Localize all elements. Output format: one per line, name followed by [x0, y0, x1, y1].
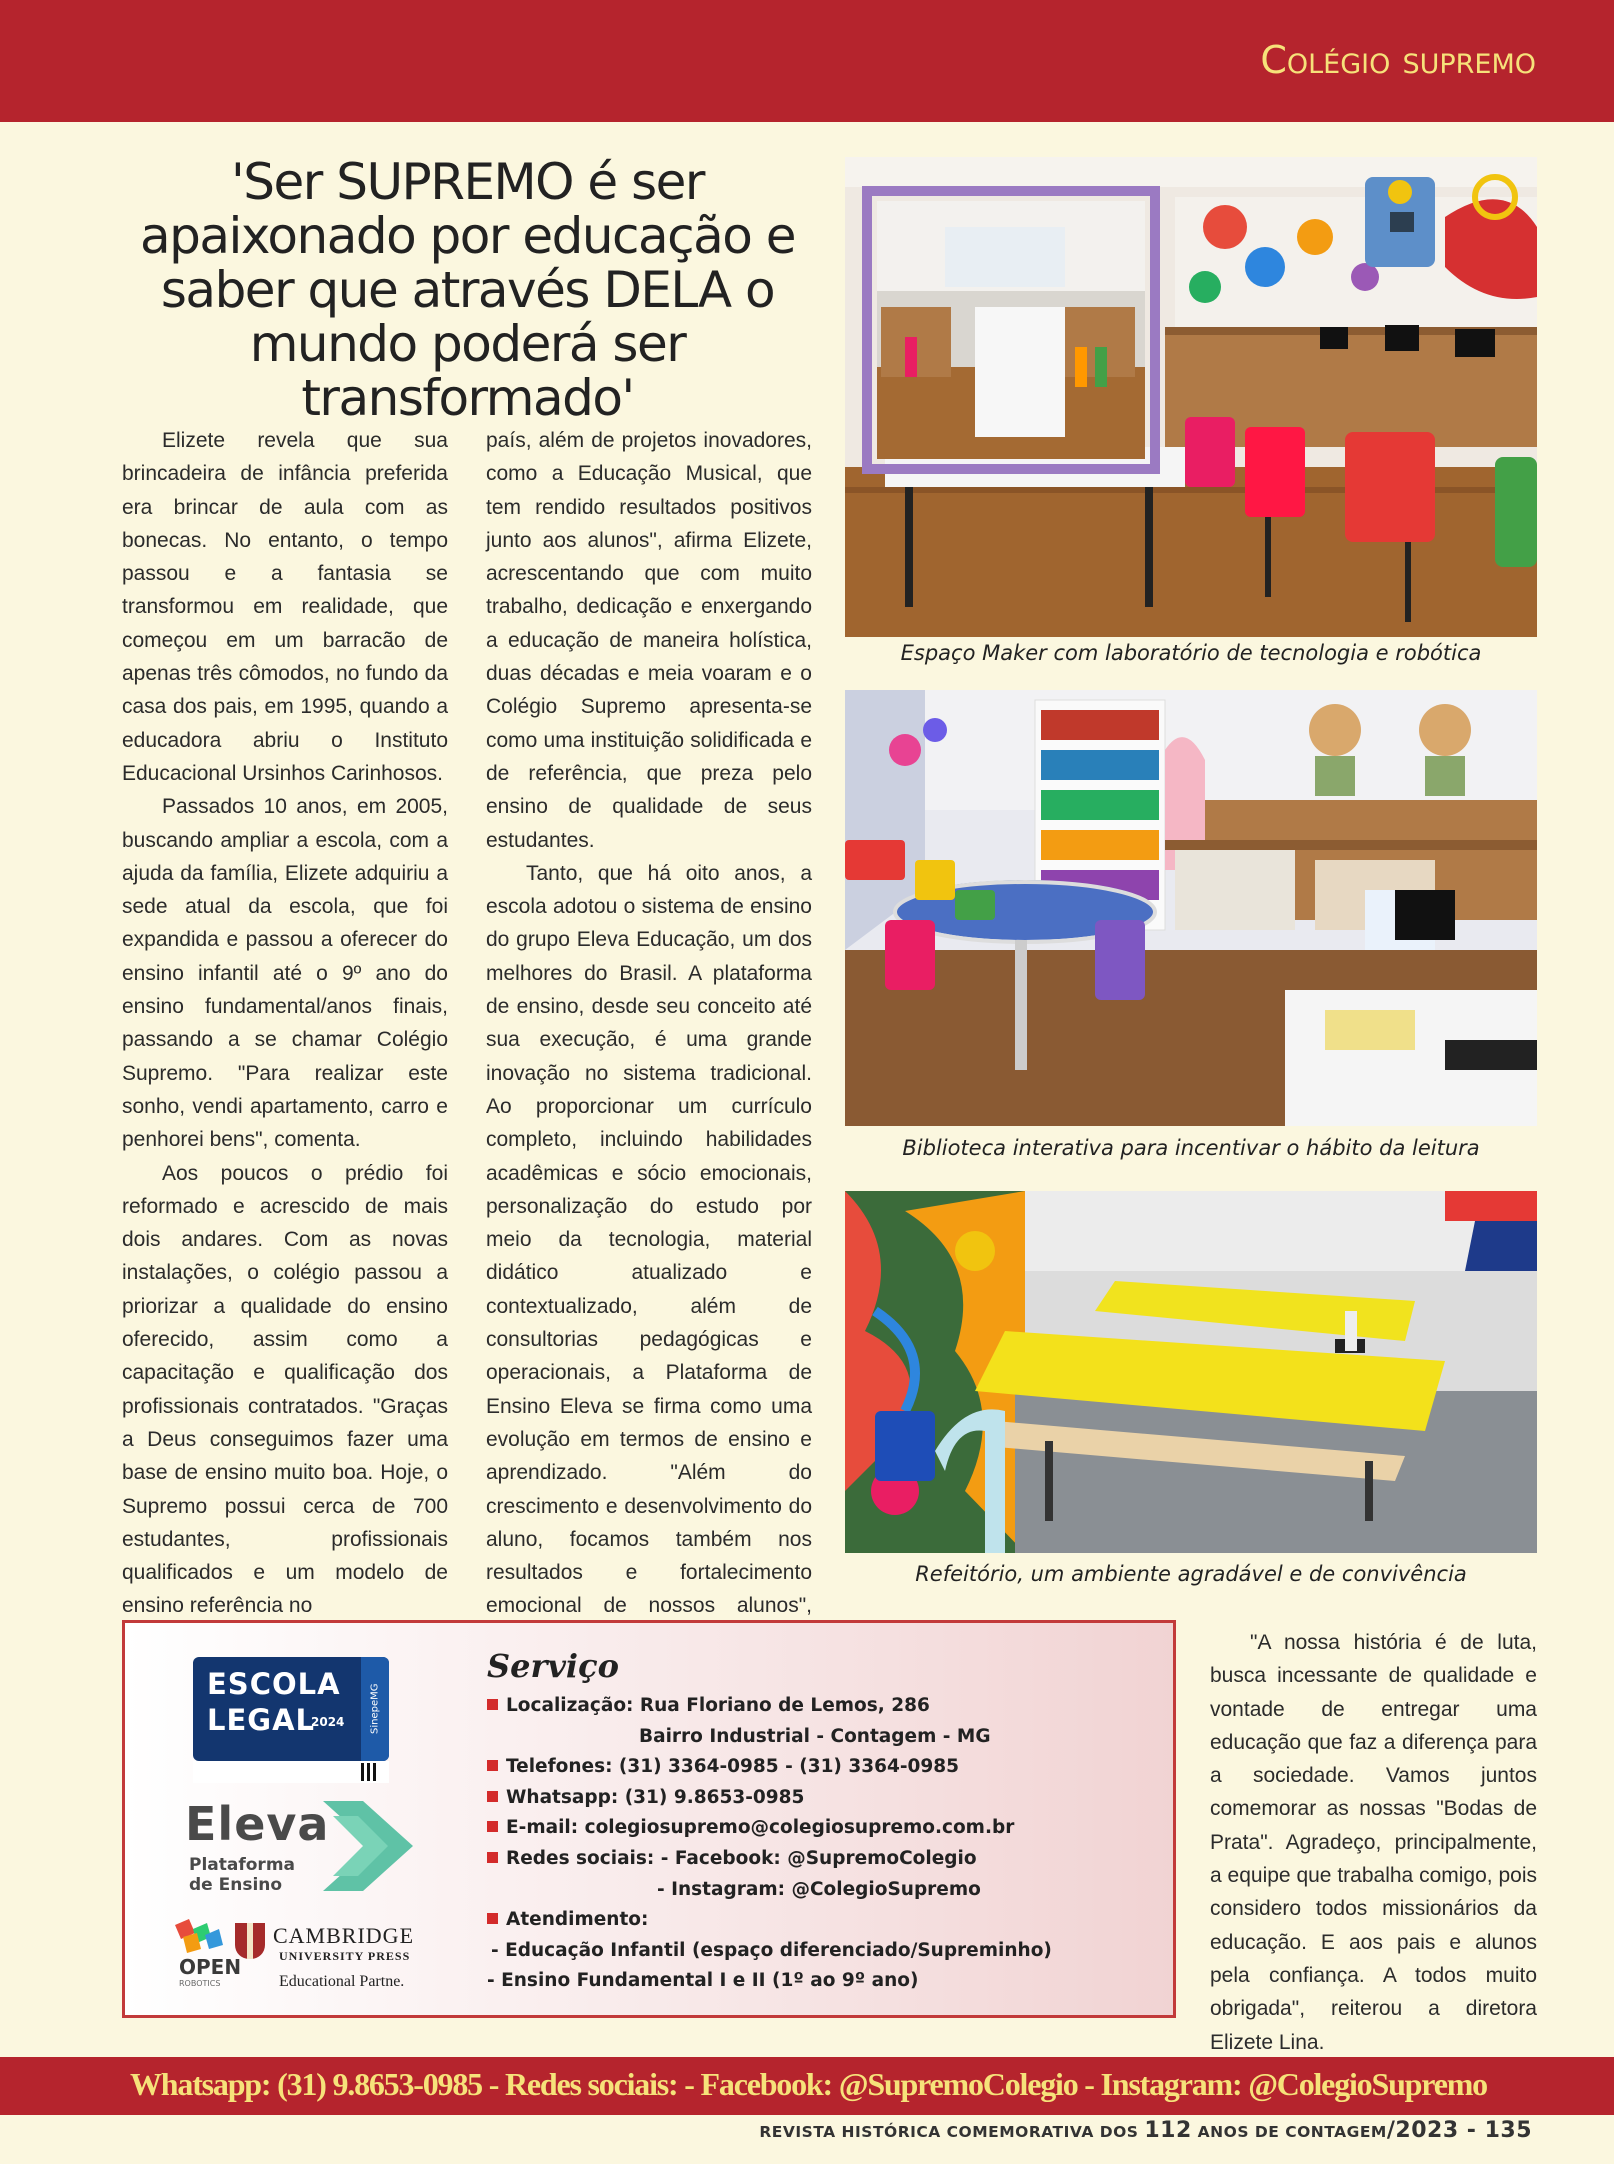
- list-item: - Instagram: @ColegioSupremo: [657, 1878, 981, 1900]
- eleva-arrow-icon: [323, 1801, 423, 1891]
- list-item: [487, 1783, 1157, 1814]
- logo-text: ESCOLA: [207, 1667, 341, 1701]
- list-item-text: Atendimento:: [506, 1909, 649, 1931]
- logo-subtext-line: Plataforma: [189, 1855, 296, 1875]
- quote-column: [1210, 1626, 1537, 2059]
- top-banner: [0, 0, 1614, 122]
- logo-subtext: UNIVERSITY PRESS: [279, 1949, 411, 1963]
- logo-text: Eleva: [185, 1797, 330, 1851]
- list-item: [487, 1905, 1157, 1936]
- bullet-icon: [487, 1852, 498, 1863]
- escola-legal-logo: [193, 1657, 389, 1761]
- logo-subtext: Educational Partne.: [279, 1973, 405, 1990]
- logo-subtext: ROBOTICS: [179, 1979, 221, 1988]
- bullet-icon: [487, 1913, 498, 1924]
- list-item-text: Telefones: (31) 3364-0985 - (31) 3364-0985: [506, 1756, 959, 1778]
- bullet-icon: [487, 1821, 498, 1832]
- paragraph: país, além de projetos inovadores, como a Educação Musical, que tem rendido resultados positivos junto aos alunos", afirma Elizete, acrescentando que com muito trabalho, dedicação e enxergando a educação de maneira holística, duas décadas e meia voaram e o Colégio Supremo apresenta-se como uma instituição solidificada e de referência, que preza pelo ensino de qualidade de seus estudantes.: [486, 429, 812, 852]
- article-column-2: [486, 424, 812, 1656]
- qr-code-icon: [361, 1763, 379, 1781]
- servico-list: [487, 1691, 1157, 1997]
- library-caption: Biblioteca interativa para incentivar o hábito da leitura: [902, 1136, 1480, 1160]
- maker-photo: [845, 157, 1537, 637]
- paragraph: Tanto, que há oito anos, a escola adotou o sistema de ensino do grupo Eleva Educação, um dos melhores do Brasil. A plataforma de ensino, desde seu conceito até sua execução, é uma grande inovação no sistema tradicional. Ao proporcionar um currículo completo, incluindo habilidades acadêmicas e sócio emocionais, personalização do estudo por meio da tecnologia, material didático atualizado e contextualizado, além de consultorias pedagógicas e operacionais, a Plataforma de Ensino Eleva se firma como uma evolução em termos de ensino e aprendizado. "Além do crescimento e desenvolvimento do aluno, focamos também nos resultados e fortalecimento emocional de nossos alunos",: [486, 861, 812, 1618]
- paragraph: Passados 10 anos, em 2005, buscando ampliar a escola, com a ajuda da família, Elizete adquiriu a sede atual da escola, que foi expandida e passou a oferecer do ensino infantil até o 9º ano do ensino fundamental/anos finais, passando a se chamar Colégio Supremo. "Para realizar este sonho, vendi apartamento, carro e penhorei bens", comenta.: [122, 795, 448, 1152]
- list-item: [487, 1813, 1157, 1844]
- open-robotics-icon: [175, 1919, 225, 1953]
- logo-text: OPEN: [179, 1955, 242, 1979]
- servico-title: Serviço: [487, 1647, 619, 1685]
- headline: 'Ser SUPREMO é ser apaixonado por educação e saber que através DELA o mundo poderá ser transformado': [139, 153, 796, 427]
- cambridge-logo: [235, 1923, 435, 2003]
- footer-page-number: /2023 - 135: [1386, 2118, 1532, 2143]
- logo-side-text: SinepeMG: [361, 1657, 389, 1761]
- eleva-logo: [185, 1797, 425, 1897]
- list-item: [487, 1691, 1157, 1722]
- list-item: [487, 1844, 1157, 1875]
- article-column-1: [122, 424, 448, 1623]
- footer-text: REVISTA HISTÓRICA COMEMORATIVA DOS: [759, 2123, 1145, 2141]
- refeitorio-photo: [845, 1191, 1537, 1553]
- maker-caption: Espaço Maker com laboratório de tecnologia e robótica: [900, 641, 1482, 665]
- list-item: - Educação Infantil (espaço diferenciado/Supreminho): [491, 1939, 1052, 1961]
- logo-year: 2024: [311, 1715, 345, 1729]
- paragraph: Elizete revela que sua brincadeira de infância preferida era brincar de aula com as bonecas. No entanto, o tempo passou e a fantasia se transformou em realidade, que começou em um barracão de apenas três cômodos, no fundo da casa dos pais, em 1995, quando a educadora abriu o Instituto Educacional Ursinhos Carinhosos.: [122, 429, 448, 785]
- logo-text: CAMBRIDGE: [273, 1923, 415, 1948]
- list-item-text: Redes sociais: - Facebook: @SupremoColegio: [506, 1847, 977, 1869]
- list-item-text: Localização: Rua Floriano de Lemos, 286: [506, 1695, 930, 1716]
- logo-subtext-line: de Ensino: [189, 1875, 283, 1895]
- contact-banner-text: Whatsapp: (31) 9.8653-0985 - Redes sociais: - Facebook: @SupremoColegio - Instagram: @ColegioSupremo: [130, 2066, 1487, 2102]
- logo-text: LEGAL: [207, 1703, 316, 1737]
- list-item: Bairro Industrial - Contagem - MG: [639, 1725, 991, 1747]
- brand-title: Colégio supremo: [1260, 38, 1536, 82]
- quote-paragraph: "A nossa história é de luta, busca incessante de qualidade e vontade de entregar uma educação que faz a diferença para a sociedade. Vamos juntos comemorar as nossas "Bodas de Prata". Agradeço, principalmente, a equipe que trabalha comigo, pois considero todos missionários da educação. E aos pais e alunos pela confiança. A todos muito obrigada", reiterou a diretora Elizete Lina.: [1210, 1631, 1537, 2054]
- servico-box: [122, 1620, 1176, 2018]
- library-photo: [845, 690, 1537, 1126]
- bullet-icon: [487, 1791, 498, 1802]
- refeitorio-caption: Refeitório, um ambiente agradável e de convivência: [915, 1562, 1467, 1586]
- page-footer: [759, 2118, 1532, 2143]
- footer-text: ANOS DE CONTAGEM: [1191, 2123, 1387, 2141]
- paragraph: Aos poucos o prédio foi reformado e acrescido de mais dois andares. Com as novas instalações, o colégio passou a priorizar a qualidade do ensino oferecido, assim como a capacitação e qualificação dos profissionais contratados. "Graças a Deus conseguimos fazer uma base de ensino muito boa. Hoje, o Supremo possui cerca de 700 estudantes, profissionais qualificados e um modelo de ensino referência no: [122, 1161, 448, 1618]
- list-item: [487, 1752, 1157, 1783]
- escola-legal-footer: [193, 1761, 389, 1783]
- bullet-icon: [487, 1760, 498, 1771]
- list-item-text[interactable]: E-mail: colegiosupremo@colegiosupremo.com.br: [506, 1817, 1015, 1839]
- bullet-icon: [487, 1699, 498, 1710]
- bottom-banner: [0, 2057, 1614, 2115]
- list-item-text: Whatsapp: (31) 9.8653-0985: [506, 1786, 805, 1808]
- list-item: - Ensino Fundamental I e II (1º ao 9º ano): [487, 1970, 919, 1992]
- cambridge-shield-icon: [235, 1923, 265, 1959]
- footer-number: 112: [1144, 2118, 1192, 2143]
- logo-subtext: [189, 1855, 295, 1895]
